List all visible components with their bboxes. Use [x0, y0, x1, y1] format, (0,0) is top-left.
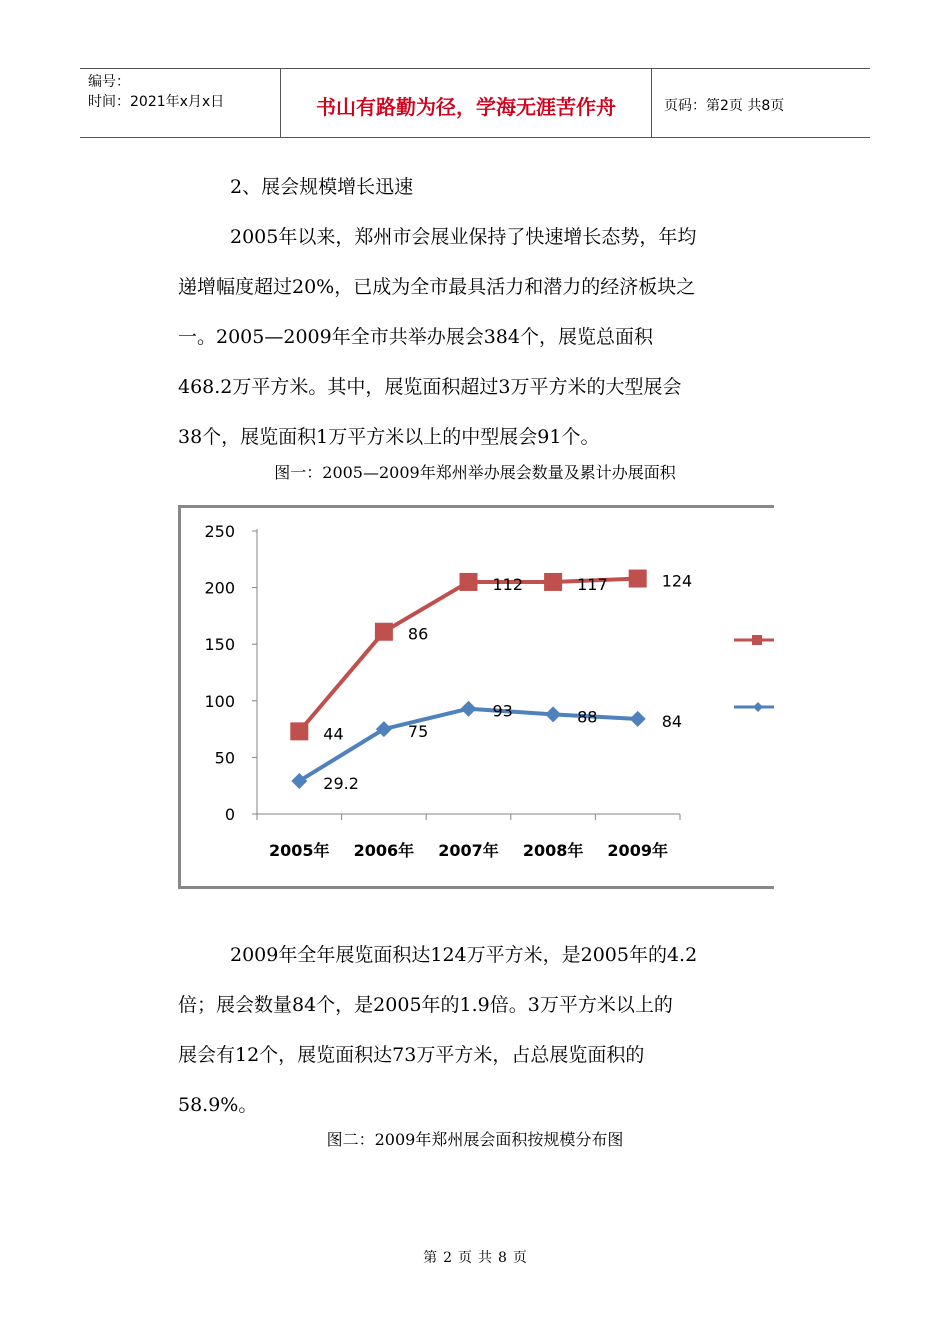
- footer-page-number: 2: [443, 1250, 452, 1266]
- data-label: 112: [492, 574, 524, 594]
- data-label: 86: [407, 624, 429, 644]
- data-label: 29.2: [323, 773, 359, 793]
- y-tick-label: 250: [204, 522, 235, 541]
- data-point-square: [460, 573, 478, 591]
- paragraph-line: 展会有12个，展览面积达73万平方米，占总展览面积的: [178, 1044, 645, 1066]
- data-point-square: [375, 623, 393, 641]
- x-tick-label: 2005年: [269, 841, 330, 860]
- x-tick-label: 2006年: [353, 841, 415, 860]
- paragraph-line: 468.2万平方米。其中，展览面积超过3万平方米的大型展会: [178, 376, 682, 398]
- x-tick-label: 2007年: [438, 841, 499, 860]
- doc-time-label: 时间：2021年x月x日: [88, 94, 225, 110]
- header-page-info: 页码：第2页 共8页: [664, 98, 785, 114]
- y-tick-label: 150: [204, 635, 235, 655]
- x-tick-label: 2008年: [522, 841, 584, 860]
- data-label: 88: [577, 707, 598, 727]
- page-header: [80, 68, 870, 138]
- figure-caption-2: 图二：2009年郑州展会面积按规模分布图: [326, 1130, 624, 1149]
- paragraph-line: 一。2005—2009年全市共举办展会384个，展览总面积: [178, 326, 653, 348]
- footer-text: 页: [512, 1250, 527, 1266]
- data-label: 75: [407, 722, 429, 742]
- legend-marker-square: [752, 635, 762, 645]
- footer-text: 第: [423, 1250, 438, 1266]
- data-label: 84: [661, 711, 683, 731]
- paragraph-line: 2009年全年展览面积达124万平方米，是2005年的4.2: [230, 944, 698, 966]
- chart-frame: [180, 507, 775, 888]
- x-tick-label: 2009年: [607, 841, 668, 860]
- chart-svg: [178, 505, 774, 889]
- footer-text: 共: [478, 1250, 492, 1266]
- page-footer: [0, 1247, 950, 1267]
- y-tick-label: 50: [214, 748, 235, 768]
- figure-caption-1: 图一：2005—2009年郑州举办展会数量及累计办展面积: [274, 463, 676, 482]
- line-chart: [178, 505, 774, 889]
- data-label: 117: [577, 574, 608, 594]
- data-point-square: [629, 570, 647, 588]
- data-point-square: [290, 722, 308, 740]
- footer-total-pages: 8: [498, 1250, 507, 1266]
- data-label: 93: [492, 701, 513, 721]
- section-heading: 2、展会规模增长迅速: [230, 176, 414, 198]
- footer-text: 页: [458, 1250, 472, 1266]
- paragraph-line: 58.9%。: [178, 1094, 258, 1116]
- paragraph-line: 2005年以来，郑州市会展业保持了快速增长态势，年均: [230, 226, 697, 248]
- header-meta: [80, 69, 280, 137]
- paragraph-line: 倍；展会数量84个，是2005年的1.9倍。3万平方米以上的: [178, 994, 673, 1016]
- data-label: 124: [661, 571, 693, 591]
- y-tick-label: 100: [204, 691, 235, 711]
- paragraph-line: 38个，展览面积1万平方米以上的中型展会91个。: [178, 426, 600, 448]
- doc-number-label: 编号：: [88, 74, 130, 90]
- y-tick-label: 0: [224, 805, 235, 824]
- data-label: 44: [323, 724, 344, 744]
- data-point-square: [544, 573, 562, 591]
- paragraph-line: 递增幅度超过20%，已成为全市最具活力和潜力的经济板块之: [178, 276, 696, 298]
- y-tick-label: 200: [204, 578, 235, 598]
- header-motto: 书山有路勤为径，学海无涯苦作舟: [280, 69, 652, 137]
